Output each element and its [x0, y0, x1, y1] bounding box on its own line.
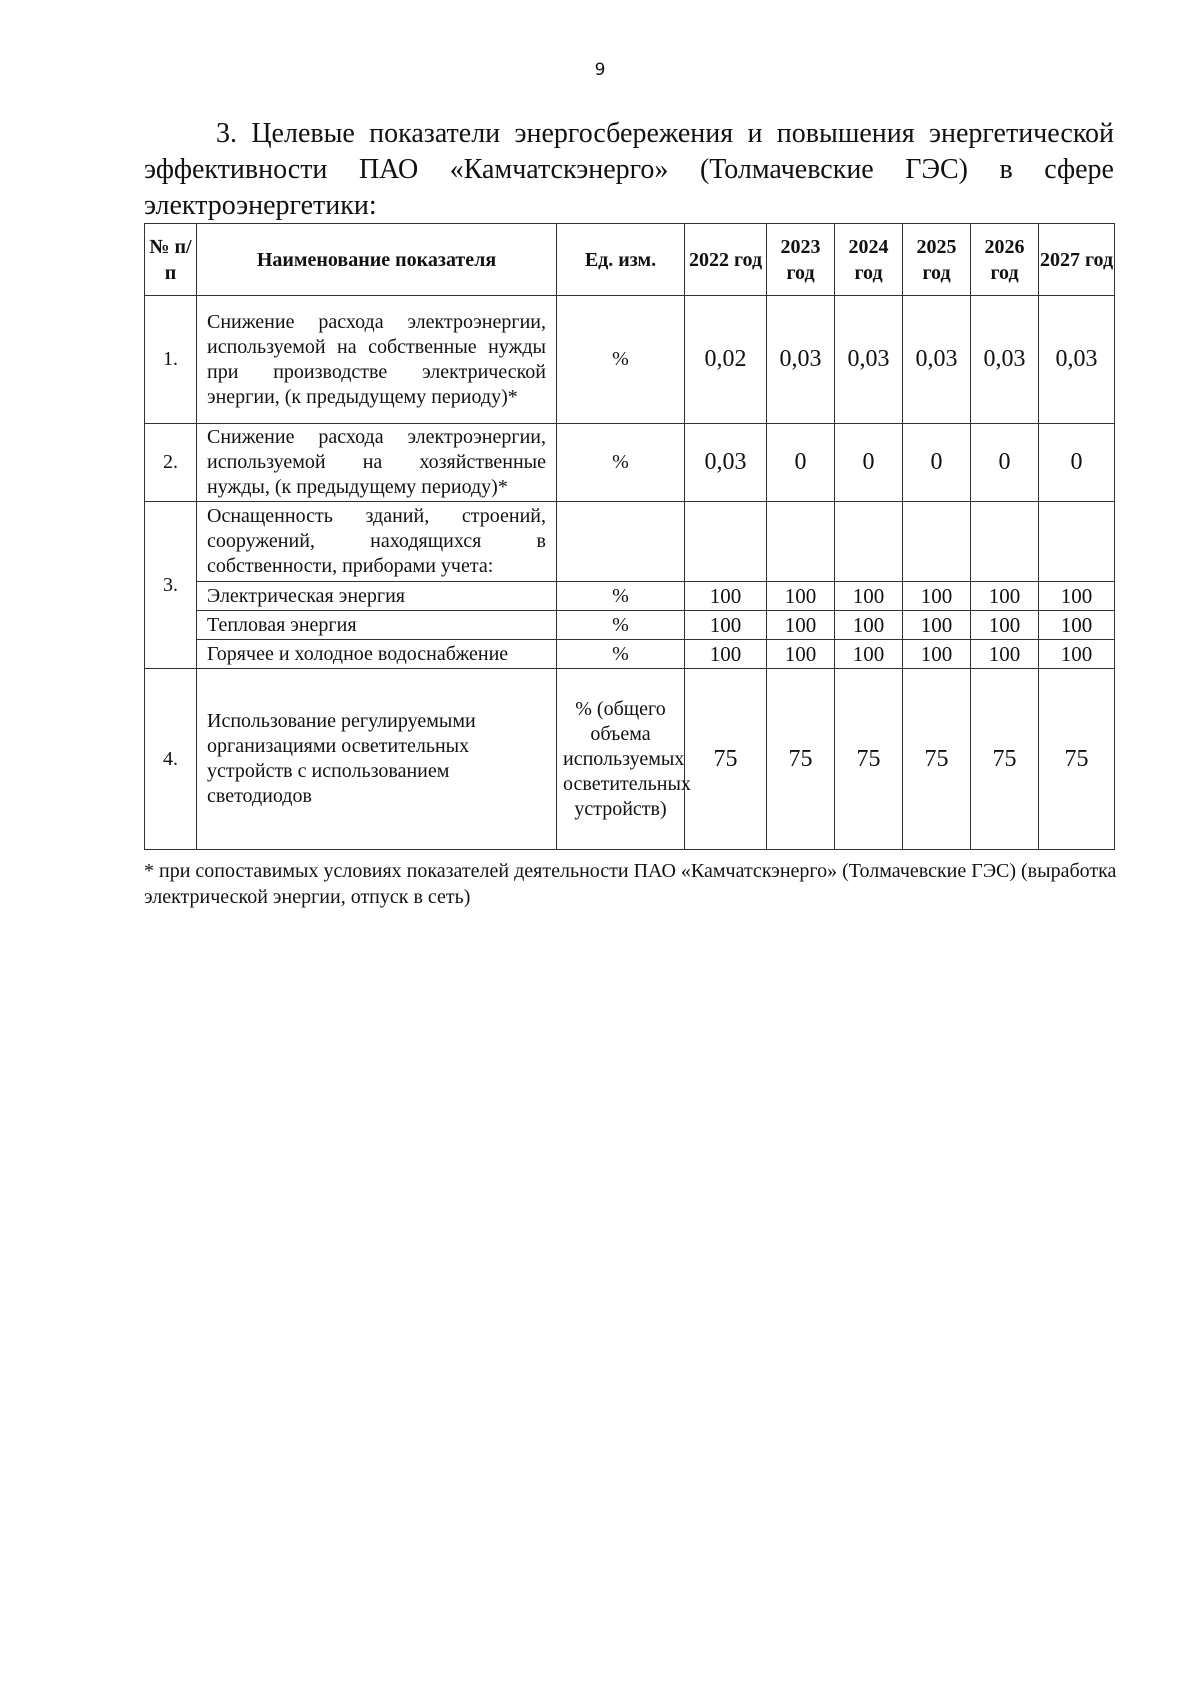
empty-cell — [835, 502, 903, 582]
row-value: 0,03 — [1039, 296, 1115, 424]
row-num: 1. — [145, 296, 197, 424]
row-name: Использование регулируемыми организациями осветительных устройств с использованием светодиодов — [197, 669, 557, 850]
empty-cell — [557, 502, 685, 582]
subrow-value: 100 — [685, 611, 767, 640]
row-name: Оснащенность зданий, строений, сооружений, находящихся в собственности, приборами учета: — [197, 502, 557, 582]
subrow-value: 100 — [1039, 582, 1115, 611]
subrow-name: Тепловая энергия — [197, 611, 557, 640]
table-subrow — [145, 611, 1115, 640]
header-year: 2023 год — [767, 224, 835, 296]
subrow-value: 100 — [971, 611, 1039, 640]
subrow-value: 100 — [685, 640, 767, 669]
header-unit: Ед. изм. — [557, 224, 685, 296]
row-value: 75 — [685, 669, 767, 850]
header-name: Наименование показателя — [197, 224, 557, 296]
empty-cell — [971, 502, 1039, 582]
subrow-value: 100 — [835, 582, 903, 611]
table-row — [145, 502, 1115, 582]
row-value: 75 — [835, 669, 903, 850]
row-value: 0,03 — [835, 296, 903, 424]
table-header-row — [145, 224, 1115, 296]
row-num: 2. — [145, 424, 197, 502]
row-value: 75 — [767, 669, 835, 850]
subrow-value: 100 — [903, 640, 971, 669]
empty-cell — [767, 502, 835, 582]
row-unit: % — [557, 424, 685, 502]
row-value: 0 — [1039, 424, 1115, 502]
target-indicators-table — [144, 223, 1115, 850]
subrow-name: Электрическая энергия — [197, 582, 557, 611]
row-value: 0,03 — [685, 424, 767, 502]
section-heading-text: 3. Целевые показатели энергосбережения и повышения энергетической эффективности ПАО «Камчатскэнерго» (Толмачевские ГЭС) в сфере электроэнергетики: — [144, 118, 1114, 221]
row-value: 75 — [903, 669, 971, 850]
empty-cell — [903, 502, 971, 582]
page-number: 9 — [594, 60, 606, 80]
empty-cell — [685, 502, 767, 582]
section-heading — [144, 116, 1114, 224]
row-value: 0,03 — [971, 296, 1039, 424]
row-value: 0 — [767, 424, 835, 502]
subrow-unit: % — [557, 611, 685, 640]
subrow-unit: % — [557, 640, 685, 669]
subrow-unit: % — [557, 582, 685, 611]
footnote: * при сопоставимых условиях показателей деятельности ПАО «Камчатскэнерго» (Толмачевские ГЭС) (выработка электрической энергии, отпуск в сеть) — [144, 860, 1117, 908]
row-num: 4. — [145, 669, 197, 850]
row-value: 75 — [971, 669, 1039, 850]
row-value: 0,02 — [685, 296, 767, 424]
header-year: 2024 год — [835, 224, 903, 296]
subrow-value: 100 — [1039, 640, 1115, 669]
subrow-value: 100 — [767, 640, 835, 669]
table-row — [145, 424, 1115, 502]
header-year: 2027 год — [1039, 224, 1115, 296]
row-name: Снижение расхода электроэнергии, используемой на хозяйственные нужды, (к предыдущему периоду)* — [197, 424, 557, 502]
row-value: 75 — [1039, 669, 1115, 850]
row-unit: % (общего объема используемых осветительных устройств) — [557, 669, 685, 850]
subrow-value: 100 — [1039, 611, 1115, 640]
subrow-value: 100 — [835, 611, 903, 640]
row-value: 0 — [971, 424, 1039, 502]
subrow-value: 100 — [685, 582, 767, 611]
subrow-value: 100 — [903, 611, 971, 640]
row-unit: % — [557, 296, 685, 424]
subrow-value: 100 — [971, 640, 1039, 669]
header-year: 2022 год — [685, 224, 767, 296]
subrow-value: 100 — [767, 582, 835, 611]
header-num: № п/п — [145, 224, 197, 296]
row-value: 0 — [903, 424, 971, 502]
table-subrow — [145, 582, 1115, 611]
row-value: 0 — [835, 424, 903, 502]
subrow-value: 100 — [767, 611, 835, 640]
subrow-value: 100 — [903, 582, 971, 611]
header-year: 2026 год — [971, 224, 1039, 296]
row-value: 0,03 — [767, 296, 835, 424]
table-row — [145, 296, 1115, 424]
subrow-value: 100 — [971, 582, 1039, 611]
header-year: 2025 год — [903, 224, 971, 296]
empty-cell — [1039, 502, 1115, 582]
row-value: 0,03 — [903, 296, 971, 424]
table-row — [145, 669, 1115, 850]
row-num: 3. — [145, 502, 197, 669]
table-subrow — [145, 640, 1115, 669]
row-name: Снижение расхода электроэнергии, используемой на собственные нужды при производстве электрической энергии, (к предыдущему периоду)* — [197, 296, 557, 424]
subrow-name: Горячее и холодное водоснабжение — [197, 640, 557, 669]
subrow-value: 100 — [835, 640, 903, 669]
